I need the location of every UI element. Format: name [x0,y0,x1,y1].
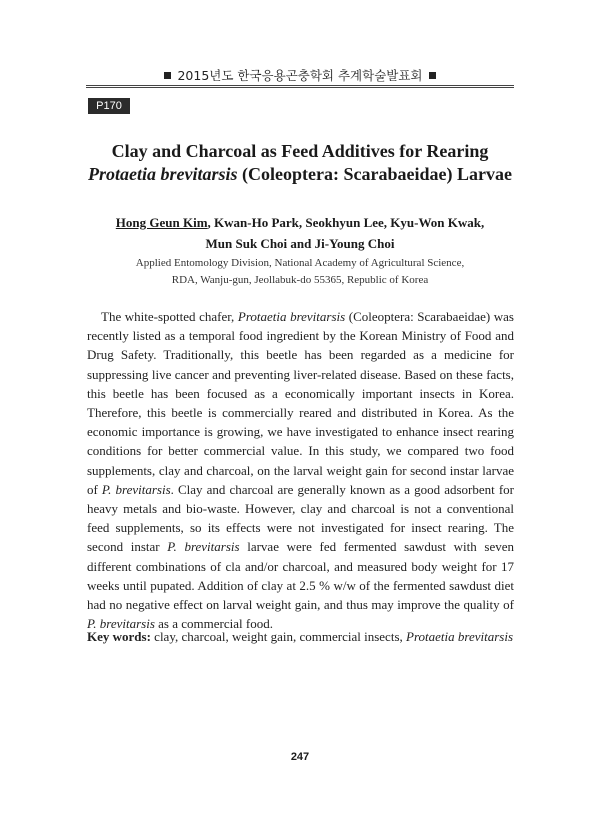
square-bullet-icon [164,72,171,79]
abstract-species: P. brevitarsis [101,481,171,497]
keywords-species: Protaetia brevitarsis [406,629,514,644]
abstract-text: (Coleoptera: Scarabaeidae) was recently listed as a temporal food ingredient by the Korean Ministry of Food and Drug Safety. Traditionally, this beetle has been regarded as a medicine for suppressing live cancer and preventing liver-related disease. Based on these facts, this beetle has been focused as a economically important insects in Korea. Therefore, this beetle is commercially reared and distributed in Korea. As the economic importance is growing, we have investigated to enhance insect rearing conditions for better commercial value. In this study, we compared two food supplements, clay and charcoal, on the larval weight gain for second instar larvae of [87,309,514,497]
abstract-text: . Clay and charcoal are generally known as a good adsorbent for heavy metals and bio-waste. However, clay and charcoal is not a conventional feed supplements, so its effects were not investigated for insect rearing. The second instar [87,481,514,555]
abstract-paragraph [87,307,514,633]
keywords-label: Key words: [87,629,151,644]
abstract-body [87,307,514,633]
title-line-2-rest: (Coleoptera: Scarabaeidae) Larvae [237,164,512,184]
keywords [87,627,517,646]
affiliation-line-2: RDA, Wanju-gun, Jeollabuk-do 55365, Republic of Korea [171,274,429,286]
header-rule-bottom [86,87,514,88]
presenting-author: Hong Geun Kim [115,215,208,230]
square-bullet-icon [429,72,436,79]
authors-line-2: Mun Suk Choi and Ji-Young Choi [205,236,395,251]
conference-title: 2015년도 한국응용곤충학회 추계학술발표회 [177,68,423,83]
abstract-text: The white-spotted chafer, [101,309,238,324]
abstract-species: Protaetia brevitarsis [237,309,346,324]
affiliation [60,255,540,289]
title-species: Protaetia brevitarsis [88,164,238,184]
page-number: 247 [290,751,310,763]
title-line-1: Clay and Charcoal as Feed Additives for Rearing [111,141,489,161]
abstract-species: P. brevitarsis [87,616,155,632]
authors-line-1 [60,212,540,233]
conference-header [86,66,514,84]
affiliation-line-1: Applied Entomology Division, National Academy of Agricultural Science, [135,257,465,269]
keywords-text: clay, charcoal, weight gain, commercial insects, [150,629,407,644]
paper-title [60,140,540,186]
header-rule-top [86,85,514,86]
abstract-text: as a commercial food. [154,616,273,632]
abstract-text: larvae were fed fermented sawdust with seven different combinations of cla and/or charcoal, and measured body weight for 17 weeks until pupated. Addition of clay at 2.5 % w/w of the fermented sawdust diet had no negative effect on larval weight gain, and thus may improve the quality of [87,539,514,613]
author-list [60,212,540,254]
abstract-species: P. brevitarsis [167,539,240,555]
authors-line-1-rest: , Kwan-Ho Park, Seokhyun Lee, Kyu-Won Kwak, [207,215,485,230]
poster-number-badge: P170 [88,98,130,114]
title-line-2 [60,163,540,186]
